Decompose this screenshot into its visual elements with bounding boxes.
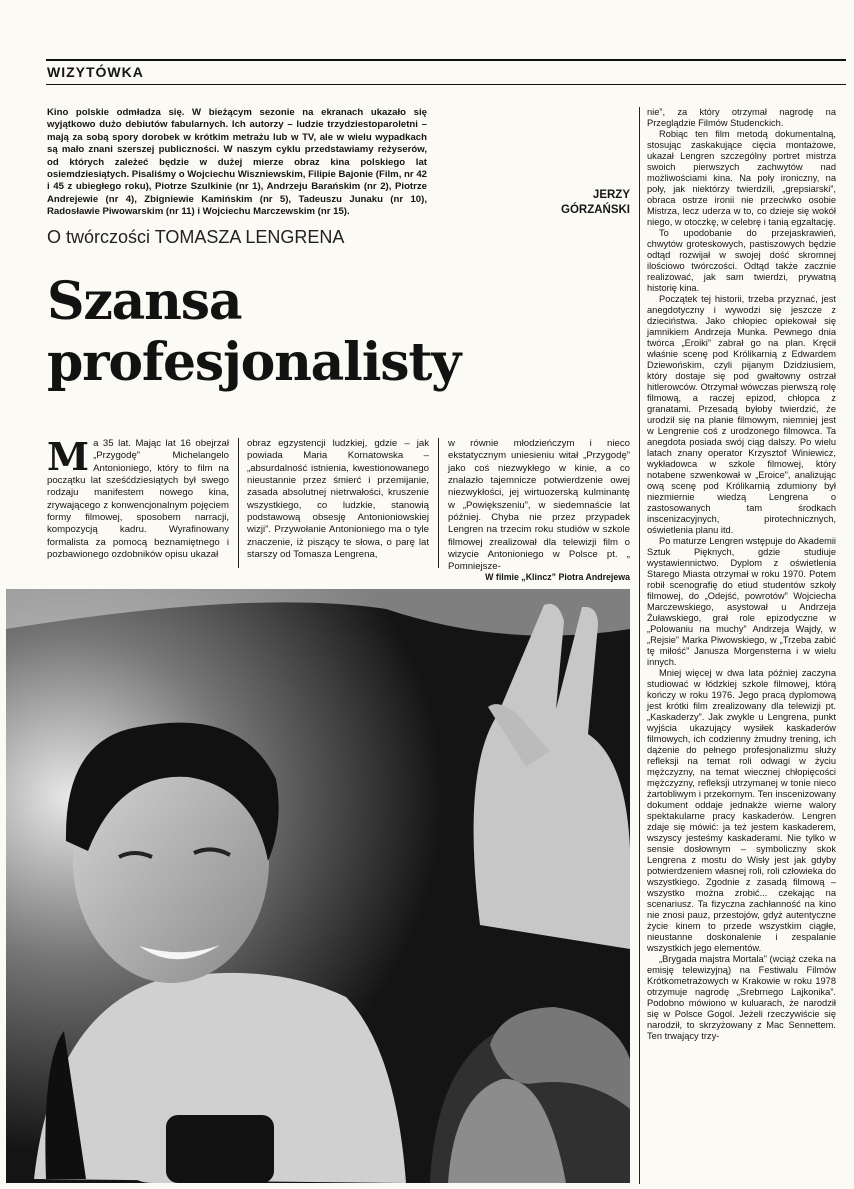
- right-paragraph-7: „Brygada majstra Mortala” (wciąż czeka na emisję telewizyjną) na Festiwalu Filmów Krótkometrażowych w Krakowie w roku 1978 otrzymuje nagrodę „Srebrnego Lajkonika”. Podobno mówiono w kuluarach, że narodził się w Polsce Gogol. Jeżeli rzeczywiście się narodził, to skrzyżowany z Mac Sennettem. Ten trwający trzy-: [647, 954, 836, 1041]
- headline-line-1: Szansa: [47, 271, 242, 332]
- drop-cap: M: [47, 434, 90, 479]
- photo-illustration: [6, 589, 630, 1183]
- right-column: [647, 107, 836, 1042]
- article-headline: [47, 271, 537, 393]
- right-paragraph-5: Po maturze Lengren wstępuje do Akademii Sztuk Pięknych, gdzie studiuje wystawiennictwo. Dyplom z oświetlenia Starego Miasta otrzymał w roku 1970. Potem robił scenografię do etiud studentów szkoły filmowej, do „Odejść, powrotów” Wojciecha Marczewskiego, asystował u Andrzeja Żuławskiego, grał role epizodyczne w „Polowaniu na muchy” Andrzeja Wajdy, w „Rejsie” Marka Piwowskiego, w „Trzeba zabić tę miłość” Janusza Morgensterna i w wielu innych.: [647, 536, 836, 667]
- lead-paragraph: Kino polskie odmładza się. W bieżącym sezonie na ekranach ukazało się wyjątkowo dużo debiutów fabularnych. Ich autorzy – ludzie trzydziestoparoletni – mają za sobą spory dorobek w krótkim metrażu lub w TV, ale w wielu wypadkach są mało znani szerszej publiczności. W naszym cyklu przedstawiamy reżyserów, od których zależeć będzie w dużej mierze obraz kina polskiego lat osiemdziesiątych. Pisaliśmy o Wojciechu Wiszniewskim, Filipie Bajonie (Film, nr 42 i 45 z ubiegłego roku), Piotrze Szulkinie (nr 1), Andrzeju Barańskim (nr 2), Piotrze Andrejewie (nr 4), Zbigniewie Kamińskim (nr 5), Tadeuszu Junaku (nr 10), Radosławie Piwowarskim (nr 11) i Wojciechu Marczewskim (nr 15).: [47, 107, 427, 218]
- right-column-rule: [639, 107, 640, 1184]
- right-paragraph-2: Robiąc ten film metodą dokumentalną, stosując zaskakujące cięcia montażowe, ukazał Lengren szczególny portret mistrza swoich pierwszych zachwytów nad możliwościami kina. Na poły ironiczny, na poły, jak niektórzy twierdzili, „grepsiarski”, obraca ostrze ironii nie przeciwko osobie Mistrza, lecz uderza w to, co dzieje się wokół niego, w otoczkę, w celebrę i tanią egzaltację.: [647, 129, 836, 227]
- right-paragraph-1: nie”, za który otrzymał nagrodę na Przeglądzie Filmów Studenckich.: [647, 107, 836, 128]
- right-paragraph-3: To upodobanie do przejaskrawień, chwytów groteskowych, pastiszowych będzie odtąd rozwijał w swojej dość skromnej ilościowo twórczości. Odtąd także zacznie realizować, jak sam twierdzi, prywatną historię kina.: [647, 228, 836, 293]
- headline-line-2: profesjonalisty: [47, 332, 461, 393]
- section-underline: [46, 84, 846, 85]
- body-column-2: obraz egzystencji ludzkiej, gdzie – jak powiada Maria Kornatowska – „absurdalność istnienia, kwestionowanego nieustannie przez śmierć i przemijanie, zasada absolutnej nietrwałości, kruszenie wszystkiego, co ludzkie, stanowią podstawową obsesję Antonioniowskiej wizji”. Przywołanie Antonioniego ma o tyle znaczenie, iż piszący te słowa, o parę lat starszy od Tomasza Lengrena,: [247, 438, 429, 561]
- column-rule-1: [238, 438, 239, 568]
- body-column-3: w równie młodzieńczym i nieco ekstatycznym uniesieniu witał „Przygodę” jako coś niezwykłego w kinie, a co znalazło tajemnicze potwierdzenie owej niezwykłości, jej wirtuozerską kulminantę w „Powiększeniu”, w siedemnaście lat później. Chyba nie przez przypadek Lengren na trzecim roku studiów w szkole filmowej zrealizował dla telewizji film o wizycie Antonioniego w Polsce pt. „ Pomniejsze-: [448, 438, 630, 573]
- author-last-name: GÓRZAŃSKI: [561, 203, 630, 216]
- top-rule: [46, 59, 846, 61]
- body-column-1-text: a 35 lat. Mając lat 16 obejrzał „Przygodę” Michelangelo Antonioniego, który to film na początku lat sześćdziesiątych był swego rodzaju manifestem nowego kina, zrywającego z konwencjonalnym pojęciem formy filmowej, sposobem narracji, kompozycją kadru. Wyrafinowany formalista za pomocą beznamiętnego i pozbawionego ozdobników opisu ukazał: [47, 438, 229, 561]
- author-byline: [520, 188, 630, 217]
- body-column-1: [47, 434, 229, 561]
- column-rule-2: [438, 438, 439, 568]
- article-kicker: O twórczości TOMASZA LENGRENA: [47, 227, 345, 247]
- photo-caption: W filmie „Klincz” Piotra Andrejewa: [485, 572, 630, 582]
- section-label: WIZYTÓWKA: [47, 64, 144, 80]
- film-still-photo: [6, 589, 630, 1183]
- right-paragraph-4: Początek tej historii, trzeba przyznać, jest anegdotyczny i wywodzi się jeszcze z dzieciństwa. Jako chłopiec opiekował się jamnikiem Andrzeja Munka. Pewnego dnia twórca „Eroiki” zabrał go na plan. Kręcił właśnie scenę pod Królikarnią z Edwardem Dziewońskim, czyli pijanym Dzidziusiem, który dostaje się pod gwałtowny ostrzał hitlerowców. Otrzymał wówczas pierwszą rolę filmową, a raczej epizod, chłopca z granatami. Przesadą byłoby twierdzić, że urodził się na planie filmowym, niemniej jest w Lengrenie coś z urodzonego filmowca. Ta anegdota posiada swój ciąg dalszy. Po wielu latach znany operator Krzysztof Winiewicz, wykładowca w szkole filmowej, który notabene szwenkował w „Eroice”, analizując ową scenę pod Królikarnią zdumiony był niezmiernie wiedzą Lengrena o zastosowanych tam środkach inscenizacyjnych, pirotechnicznych, oświetlenia planu itd.: [647, 294, 836, 535]
- author-first-name: JERZY: [592, 189, 630, 201]
- right-paragraph-6: Mniej więcej w dwa lata później zaczyna studiować w łódzkiej szkole filmowej, którą kończy w roku 1976. Jego pracą dyplomową jest krótki film zrealizowany dla telewizji pt. „Kaskaderzy”. Jak zwykle u Lengrena, punkt wyjścia ukazujący wysiłek kaskaderów filmowych, ich codzienny żmudny trening, ich dążenie do pełnego profesjonalizmu służy refleksji na temat roli odwagi w życiu mężczyzny, na temat wiecznej chłopięcości mężczyzny, refleksji utrzymanej w tonie nieco żartobliwym i przekornym. Ten inscenizowany dokument oddaje jednakże wierne walory spektakularne pracy kaskaderów. Lengren zdaje się mówić: ja też jestem kaskaderem, wszyscy jesteśmy kaskaderami. Nie tylko w sensie dosłownym – symboliczny skok Lengrena z mostu do Wisły jest jak gdyby potwierdzeniem własnej roli, roli człowieka do wszystkiego. Zgodnie z zasadą filmową – wszystko można zrobić... czekając na scenariusz. Ta fizyczna zachłanność na kino nie znosi pauz, przestojów, gdyż autentyczne życie kinem to przede wszystkim ciągłe, nieustanne doskonalenie i zespalanie wszystkich jego elementów.: [647, 668, 836, 953]
